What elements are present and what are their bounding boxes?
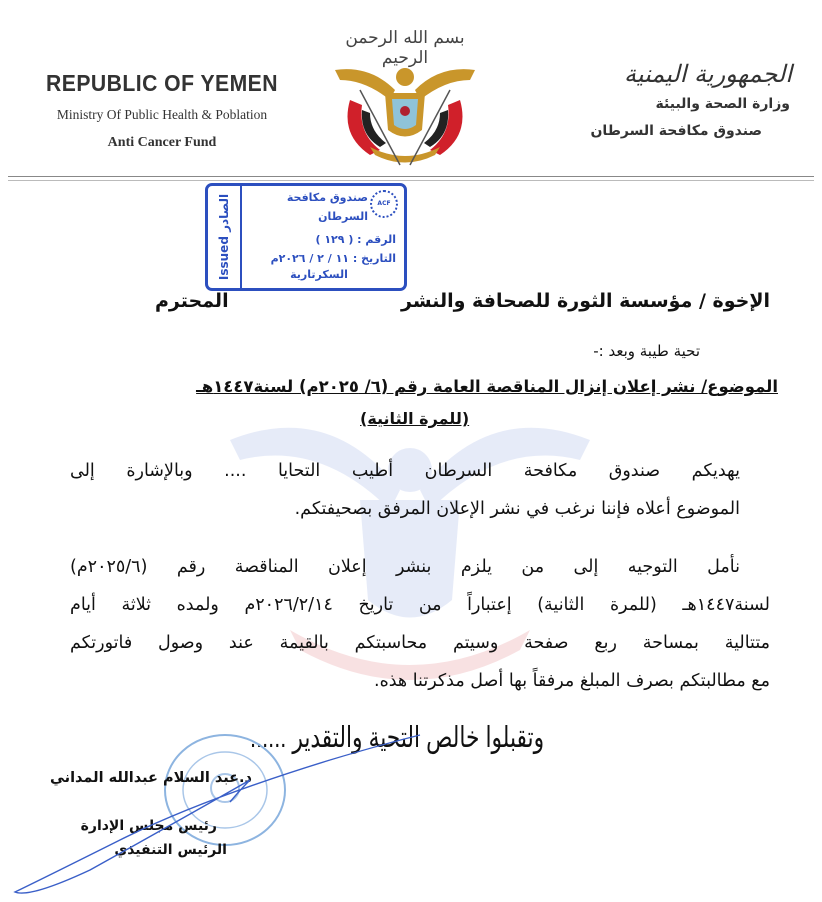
stamp-fund-logo-icon: ACF (370, 190, 398, 218)
paragraph-line: متتالية بمساحة ربع صفحة وسيتم محاسبتكم بالقيمة عند وصول فاتورتكم (70, 633, 770, 653)
letter-greeting: تحية طيبة وبعد :- (593, 342, 700, 360)
header-fund-en: Anti Cancer Fund (107, 135, 217, 150)
signatory-title-chairman: رئيس مجلس الإدارة (80, 818, 217, 834)
header-ministry-en: Ministry Of Public Health & Poblation (56, 107, 268, 122)
header-country-en: REPUBLIC OF YEMEN (46, 70, 278, 96)
letter-paragraph-2 (70, 548, 770, 700)
paragraph-line: لسنة١٤٤٧هـ (للمرة الثانية) إعتباراً من تاريخ ٢٠٢٦/٢/١٤م ولمده ثلاثة أيام (70, 595, 770, 615)
stamp-date: التاريخ : ١١ / ٢ / ٢٠٢٦م (270, 252, 396, 265)
stamp-org: صندوق مكافحة السرطان (286, 191, 368, 223)
letter-paragraph-1 (70, 452, 770, 528)
paragraph-line: مع مطالبتكم بصرف المبلغ مرفقاً بها أصل مذكرتنا هذه. (374, 671, 770, 691)
letter-respected: المحترم (155, 290, 229, 312)
header-fund-ar: صندوق مكافحة السرطان (590, 123, 762, 139)
letter-subject-line2: (للمرة الثانية) (360, 409, 470, 428)
stamp-issued-label: Issued الصادر (217, 193, 231, 281)
stamp-number: الرقم : ( ١٢٩ ) (315, 233, 396, 246)
header-ministry-ar: وزارة الصحة والبيئة (655, 96, 790, 112)
stamp-department: السكرتارية (290, 268, 348, 281)
signatory-title-ceo: الرئيس التنفيذي (114, 842, 227, 858)
header-divider (8, 176, 814, 181)
bismillah-calligraphy: بسم الله الرحمن الرحيم (345, 28, 465, 68)
signatory-name: د.عبد السلام عبدالله المداني (49, 770, 252, 786)
issued-stamp (205, 183, 407, 291)
letter-subject: الموضوع/ نشر إعلان إنزال المناقصة العامة رقم (٦/ ٢٠٢٥م) لسنة١٤٤٧هـ (196, 377, 778, 396)
yemen-eagle-emblem-icon (330, 55, 480, 170)
paragraph-line: يهديكم صندوق مكافحة السرطان أطيب التحايا .... وبالإشارة إلى (70, 461, 740, 481)
letter-addressee: الإخوة / مؤسسة الثورة للصحافة والنشر (401, 290, 770, 312)
header-country-ar: الجمهورية اليمنية (623, 60, 792, 88)
paragraph-line: الموضوع أعلاه فإننا نرغب في نشر الإعلان المرفق بصحيفتكم. (294, 499, 740, 519)
paragraph-line: نأمل التوجيه إلى من يلزم بنشر إعلان المناقصة رقم (٢٠٢٥/٦م) (70, 557, 740, 577)
handwritten-signature (0, 720, 560, 900)
letter-closing: وتقبلوا خالص التحية والتقدير ...... (249, 722, 544, 754)
